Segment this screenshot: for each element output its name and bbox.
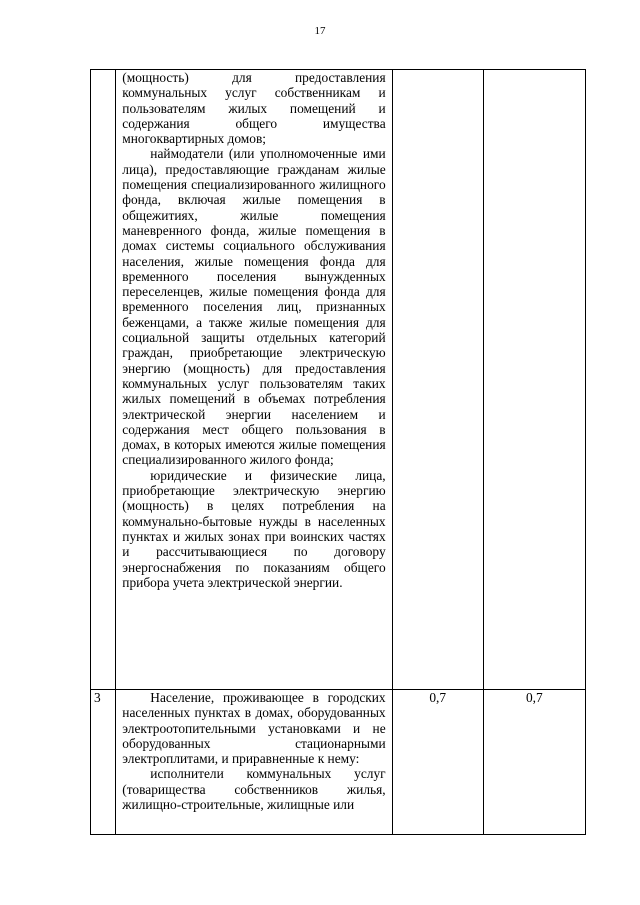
table-row bbox=[91, 690, 586, 835]
row-number: 3 bbox=[91, 690, 116, 835]
paragraph: исполнители коммунальных услуг (товарищества собственников жилья, жилищно-строительные, жилищные или bbox=[122, 766, 386, 813]
row-number bbox=[91, 70, 116, 690]
table-row bbox=[91, 70, 586, 690]
paragraph: (мощность) для предоставления коммунальных услуг собственникам и пользователям жилых помещений и содержания общего имущества многоквартирных домов; bbox=[122, 70, 386, 147]
page-number: 17 bbox=[314, 25, 326, 37]
row-value-2: 0,7 bbox=[483, 690, 585, 835]
row-value-2 bbox=[483, 70, 585, 690]
paragraph: Население, проживающее в городских населенных пунктах в домах, оборудованных электроотопительными установками и не оборудованных стационарными электроплитами, и приравненные к нему: bbox=[122, 690, 386, 767]
row-value-1: 0,7 bbox=[392, 690, 483, 835]
tariff-table bbox=[90, 69, 586, 835]
paragraph: наймодатели (или уполномоченные ими лица), предоставляющие гражданам жилые помещения специализированного жилищного фонда, включая жилые помещения в общежитиях, жилые помещения маневренного фонда, жилые помещения в домах системы социального обслуживания населения, жилые помещения фонда для временного поселения вынужденных переселенцев, жилые помещения фонда для временного поселения лиц, признанных беженцами, а также жилые помещения для социальной защиты отдельных категорий граждан, приобретающие электрическую энергию (мощность) для предоставления коммунальных услуг пользователям таких жилых помещений в объемах потребления электрической энергии населением и содержания мест общего пользования в домах, в которых имеются жилые помещения специализированного жилого фонда; bbox=[122, 146, 386, 468]
paragraph: юридические и физические лица, приобретающие электрическую энергию (мощность) в целях потребления на коммунально-бытовые нужды в населенных пунктах и жилых зонах при воинских частях и рассчитывающиеся по договору энергоснабжения по показаниям общего прибора учета электрической энергии. bbox=[122, 467, 386, 590]
row-value-1 bbox=[392, 70, 483, 690]
row-description bbox=[116, 690, 392, 835]
row-description bbox=[116, 70, 392, 690]
